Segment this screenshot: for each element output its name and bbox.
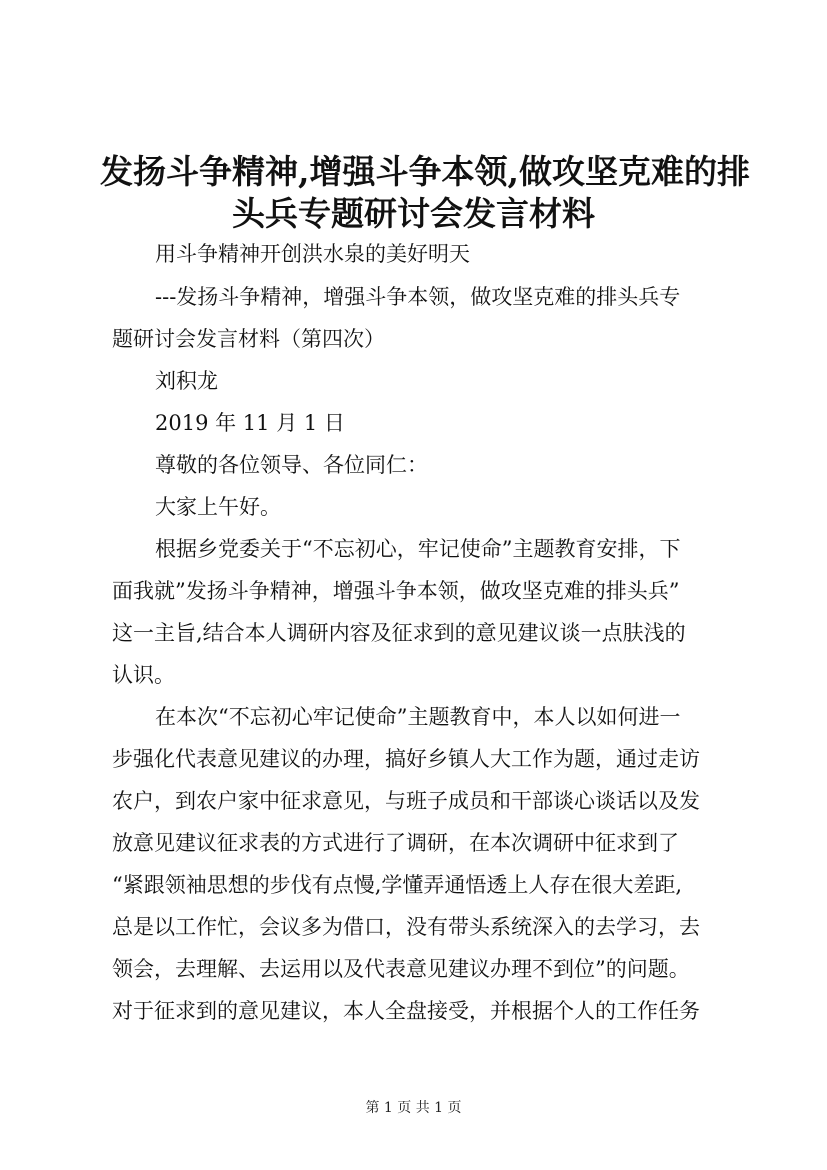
paragraph-line: “紧跟领袖思想的步伐有点慢,学懂弄通悟透上人存在很大差距, xyxy=(112,873,683,897)
page-number-footer: 第 1 页 共 1 页 xyxy=(365,1100,462,1116)
subtitle-continued: ---发扬斗争精神，增强斗争本领，做攻坚克难的排头兵专 xyxy=(155,285,681,309)
subtitle: 用斗争精神开创洪水泉的美好明天 xyxy=(155,242,470,266)
subtitle-continued-2: 题研讨会发言材料（第四次） xyxy=(112,327,385,351)
author-name: 刘积龙 xyxy=(155,369,218,393)
paragraph-line: 步强化代表意见建议的办理，搞好乡镇人大工作为题，通过走访 xyxy=(112,747,700,771)
salutation: 尊敬的各位领导、各位同仁： xyxy=(155,453,428,477)
paragraph-line: 领会，去理解、去运用以及代表意见建议办理不到位”的问题。 xyxy=(112,957,690,981)
paragraph-line: 农户，到农户家中征求意见，与班子成员和干部谈心谈话以及发 xyxy=(112,789,700,813)
paragraph-line: 对于征求到的意见建议，本人全盘接受，并根据个人的工作任务 xyxy=(112,999,700,1023)
document-date: 2019 年 11 月 1 日 xyxy=(155,411,345,435)
paragraph-line: 面我就”发扬斗争精神，增强斗争本领，做攻坚克难的排头兵” xyxy=(112,579,680,603)
paragraph-line: 总是以工作忙，会议多为借口，没有带头系统深入的去学习，去 xyxy=(112,915,700,939)
greeting: 大家上午好。 xyxy=(155,495,281,519)
paragraph-line: 放意见建议征求表的方式进行了调研，在本次调研中征求到了 xyxy=(112,831,679,855)
paragraph-line: 根据乡党委关于“不忘初心，牢记使命”主题教育安排，下 xyxy=(155,537,681,561)
document-title-line-2: 头兵专题研讨会发言材料 xyxy=(232,194,595,233)
document-title-line-1: 发扬斗争精神,增强斗争本领,做攻坚克难的排 xyxy=(100,152,750,191)
paragraph-line: 在本次“不忘初心牢记使命”主题教育中，本人以如何进一 xyxy=(155,705,681,729)
paragraph-line: 这一主旨,结合本人调研内容及征求到的意见建议谈一点肤浅的 xyxy=(112,621,686,645)
paragraph-line: 认识。 xyxy=(112,663,175,687)
